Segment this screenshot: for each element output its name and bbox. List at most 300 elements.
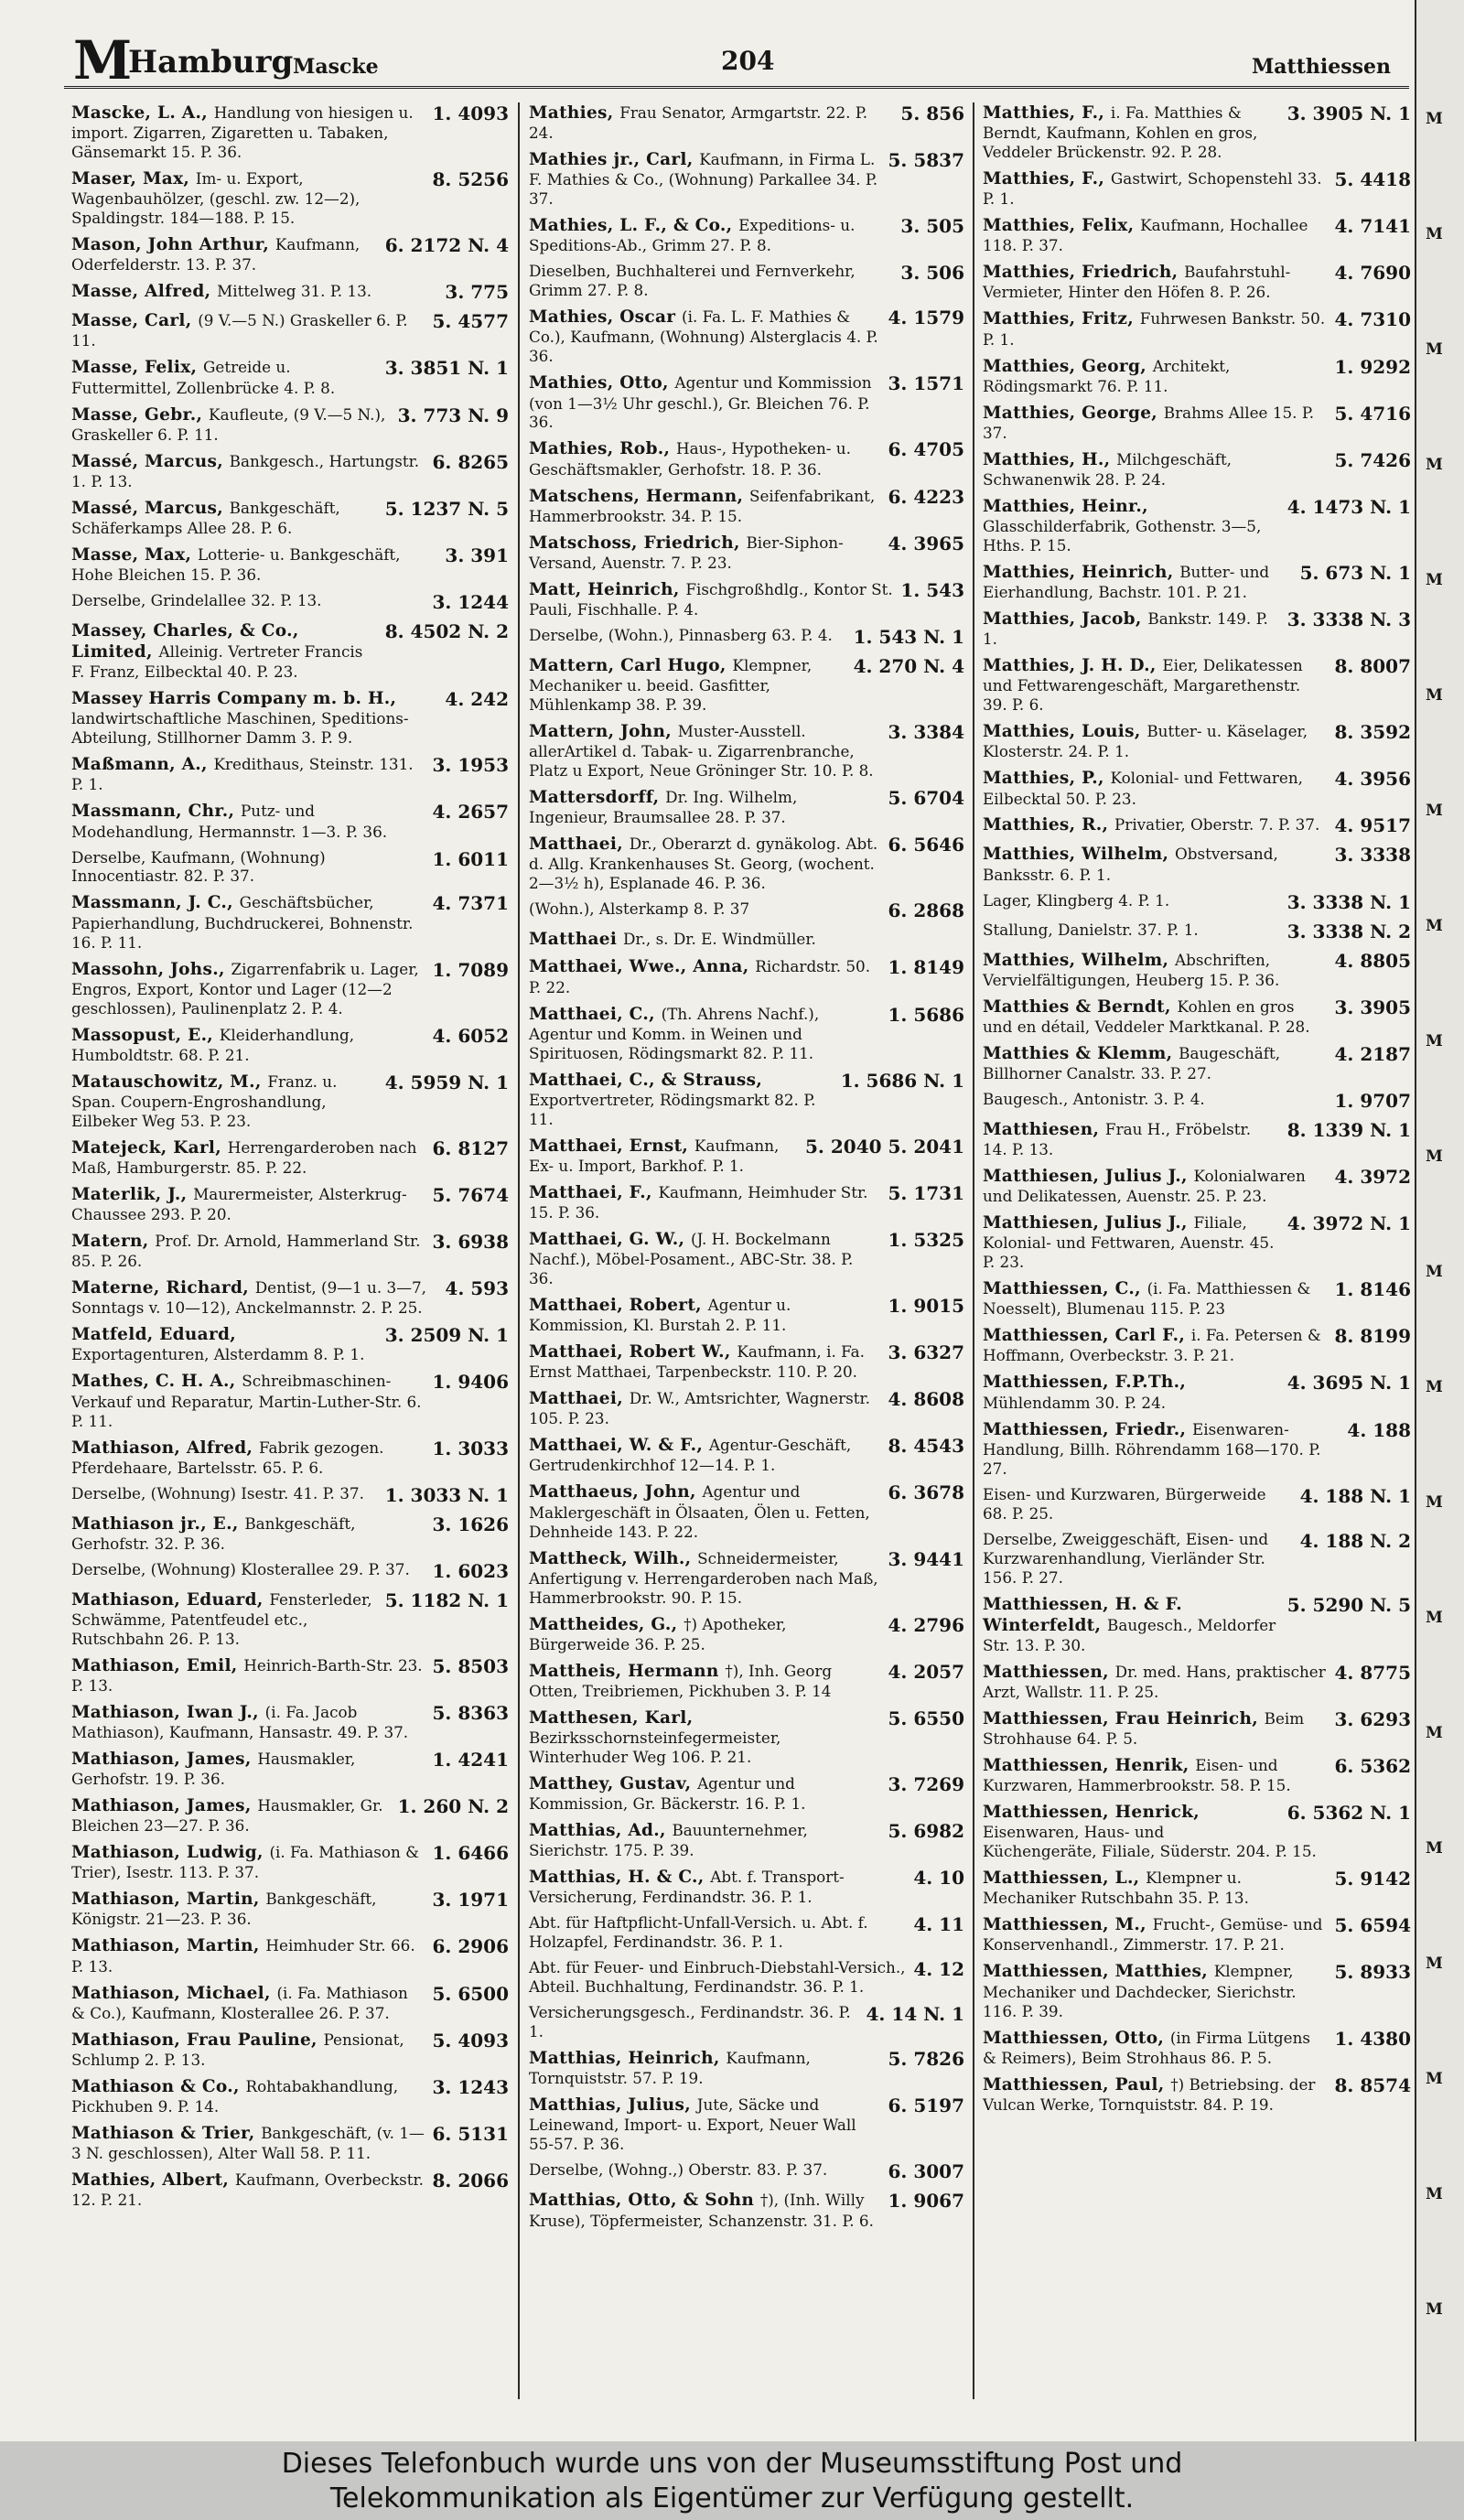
phone-number: 4. 1579 [888,307,964,329]
phone-number: 5. 9142 [1334,1868,1411,1890]
listing-entry [529,1481,964,1541]
adjacent-page-edge [1415,0,1464,2441]
listing-details: Bankgeschäft, Gerhofstr. 32. P. 36. [71,1513,356,1553]
listing-details: Seifenfabrikant, Hammerbrookstr. 34. P. 15. [529,486,876,525]
listing-name: Matthies, F., [983,103,1111,123]
listing-name: Massmann, Chr., [71,802,241,822]
listing-entry [71,310,509,350]
phone-number: 5. 4577 [432,310,509,333]
listing-entry [529,215,964,255]
phone-number: 4. 2796 [888,1613,964,1636]
column-divider [973,102,974,2399]
phone-number: 4. 3695 N. 1 [1286,1372,1411,1395]
phone-number: 4. 188 [1347,1418,1411,1441]
phone-number: 3. 773 N. 9 [397,404,509,426]
listing-entry [529,787,964,827]
listing-entry [983,608,1411,649]
adjacent-page-letter: M [1426,1032,1443,1050]
listing-details: Filiale, Kolonial- und Fettwaren, Auenstr. 45. P. 23. [983,1213,1275,1272]
listing-entry [529,1820,964,1860]
listing-entry [529,2095,964,2154]
adjacent-page-letter: M [1426,340,1443,359]
phone-number: 1. 5325 [888,1228,964,1251]
listing-name: Mathiason, Emil, [71,1655,244,1675]
phone-number: 1. 8146 [1334,1278,1411,1301]
listing-name: Matthies, Jacob, [983,609,1148,630]
phone-number: 4. 7310 [1334,308,1411,331]
listing-name: Mascke, L. A., [71,103,214,123]
listing-details: Dr. Ing. Wilhelm, Ingenieur, Braumsallee 28. P. 37. [529,788,798,827]
listing-entry [529,438,964,479]
listing-entry [983,1662,1411,1702]
listing-details: Brahms Allee 15. P. 37. [983,403,1315,442]
phone-number: 4. 593 [445,1277,509,1300]
listing-entry [71,1513,509,1554]
phone-number: 6. 2906 [432,1935,509,1958]
phone-number: 1. 6466 [432,1842,509,1865]
listing-details: Bier-Siphon-Versand, Auenstr. 7. P. 23. [529,533,844,572]
listing-name: Masse, Alfred, [71,282,218,302]
listing-entry [71,1484,509,1507]
listing-entry [529,149,964,209]
listing-details: Derselbe, (Wohng.,) Oberstr. 83. P. 37. [529,2160,828,2180]
listing-entry [529,102,964,143]
phone-number: 4. 7690 [1334,262,1411,285]
listing-name: Matthies, George, [983,403,1164,423]
listing-name: Matthaei, [529,1389,630,1409]
listing-details: Kaufmann, Ex- u. Import, Barkhof. P. 1. [529,1136,780,1175]
listing-entry [983,721,1411,761]
listing-name: Masse, Gebr., [71,404,210,425]
listing-entry [529,533,964,573]
listing-details: Eisen- und Kurzwaren, Hammerbrookstr. 58. P. 15. [983,1756,1291,1795]
listing-name: Matthies, Heinr., [983,496,1148,516]
listing-details: Abt. für Feuer- und Einbruch-Diebstahl-Versich., Abteil. Buchhaltung, Ferdinandstr. 36. P. 1. [529,1958,906,1997]
listing-entry [983,356,1411,396]
phone-number: 1. 4380 [1334,2027,1411,2050]
listing-entry [71,1889,509,1929]
listing-details: Derselbe, (Wohn.), Pinnasberg 63. P. 4. [529,625,833,644]
phone-number: 3. 3905 N. 1 [1286,102,1411,124]
phone-number: 1. 4093 [432,102,509,124]
listing-entry [71,591,509,614]
listing-details: (Th. Ahrens Nachf.), Agentur und Komm. in Weinen und Spirituosen, Rödingsmarkt 82. P. 11. [529,1004,820,1062]
listing-name: Matthiessen, Henrick, [983,1803,1200,1823]
listing-entry [983,262,1411,302]
listing-name: Matfeld, Eduard, [71,1325,236,1345]
listing-name: Maßmann, A., [71,755,214,775]
listing-name: Mathiason, Martin, [71,1890,266,1910]
adjacent-page-letter: M [1426,1724,1443,1742]
listing-entry [983,891,1411,914]
listing-name: Mathiason, Iwan J., [71,1702,265,1722]
listing-entry [983,1090,1411,1113]
listing-entry [529,956,964,996]
listing-name: Matthies, Felix, [983,216,1141,236]
listing-name: Massopust, E., [71,1025,220,1045]
listing-entry [983,1708,1411,1749]
footer-notice [0,2441,1464,2520]
listing-name: Matthaei, Ernst, [529,1136,694,1156]
phone-number: 5. 8503 [432,1654,509,1677]
listing-details: Eier, Delikatessen und Fettwarengeschäft, Margarethenstr. 39. P. 6. [983,656,1303,715]
listing-details: (i. Fa. L. F. Mathies & Co.), Kaufmann, (Wohnung) Alsterglacis 4. P. 36. [529,307,878,366]
adjacent-page-letter: M [1426,1493,1443,1512]
listing-entry [71,1702,509,1742]
column-divider [518,102,520,2399]
listing-details: Bezirksschornsteinfegermeister, Winterhuder Weg 106. P. 21. [529,1728,781,1766]
listing-entry [71,1025,509,1065]
phone-number: 1. 7089 [432,958,509,981]
listing-entry [71,168,509,228]
phone-number: 1. 260 N. 2 [397,1795,509,1818]
listing-entry [983,844,1411,884]
listing-name: Masse, Max, [71,544,198,565]
phone-number: 3. 1243 [432,2075,509,2098]
listing-details: Exportagenturen, Alsterdamm 8. P. 1. [71,1345,365,1364]
listing-details: Fensterleder, Schwämme, Patentfeudel etc., Rutschbahn 26. P. 13. [71,1589,372,1648]
phone-number: 1. 9015 [888,1295,964,1318]
listing-entry [529,1341,964,1382]
listing-details: Putz- und Modehandlung, Hermannstr. 1—3. P. 36. [71,802,388,841]
phone-number: 3. 1626 [432,1513,509,1535]
listing-details: Derselbe, (Wohnung) Isestr. 41. P. 37. [71,1483,364,1502]
phone-number: 3. 6293 [1334,1707,1411,1730]
listing-entry [983,1325,1411,1365]
listing-name: Matthias, H. & C., [529,1868,711,1888]
phone-number: 4. 3972 [1334,1166,1411,1189]
listing-name: Matthaeus, John, [529,1482,703,1502]
listing-details: Beim Strohhause 64. P. 5. [983,1708,1305,1749]
listing-name: Mattersdorff, [529,788,666,808]
listing-name: Matthey, Gustav, [529,1773,698,1793]
adjacent-page-letter: M [1426,2300,1443,2319]
listing-name: Materlik, J., [71,1184,194,1204]
listing-entry [983,562,1411,602]
listing-name: Mathiason, Alfred, [71,1438,259,1458]
listing-details: Fabrik gezogen. Pferdehaare, Bartelsstr. 65. P. 6. [71,1438,384,1477]
phone-number: 5. 4093 [432,2029,509,2052]
listing-name: Mathiason, James, [71,1796,258,1816]
listing-entry [529,486,964,526]
phone-number: 8. 4543 [888,1435,964,1458]
listing-details: Frucht-, Gemüse- und Konservenhandl., Zimmerstr. 17. P. 21. [983,1915,1323,1955]
listing-details: (Wohn.), Alsterkamp 8. P. 37 [529,899,750,919]
adjacent-page-letter: M [1426,1609,1443,1627]
listing-details: Glasschilderfabrik, Gothenstr. 3—5, Hths. P. 15. [983,516,1262,555]
listing-details: Herrengarderoben nach Maß, Hamburgerstr. 85. P. 22. [71,1137,417,1177]
phone-number: 3. 9441 [888,1547,964,1570]
listing-entry [529,655,964,715]
listing-entry [983,1419,1411,1479]
phone-number: 4. 7141 [1334,215,1411,238]
listing-details: Kaufmann, Overbeckstr. 12. P. 21. [71,2170,424,2210]
phone-number: 5. 6594 [1334,1914,1411,1937]
phone-number: 1. 8149 [888,956,964,979]
listing-details: Bauunternehmer, Sierichstr. 175. P. 39. [529,1821,808,1860]
listing-details: Baugesch., Antonistr. 3. P. 4. [983,1089,1205,1108]
phone-number: 6. 5362 N. 1 [1286,1802,1411,1825]
listing-name: Matschens, Hermann, [529,486,749,506]
listing-name: Materne, Richard, [71,1278,255,1298]
listing-entry [71,1749,509,1789]
phone-number: 6. 3678 [888,1481,964,1504]
phone-number: 1. 3033 [432,1437,509,1459]
listing-name: Matthiesen, Julius J., [983,1213,1194,1233]
listing-name: Mattheis, Hermann [529,1661,726,1681]
listing-name: Mathiason jr., E., [71,1513,245,1534]
listing-details: Heimhuder Str. 66. P. 13. [71,1936,415,1976]
listing-entry [71,1277,509,1318]
phone-number: 6. 8127 [432,1136,509,1159]
listing-name: Matthies, H., [983,449,1117,469]
listing-entry [71,1560,509,1583]
phone-number: 8. 2066 [432,2170,509,2192]
listing-name: Matthies, Friedrich, [983,263,1185,283]
phone-number: 5. 7674 [432,1183,509,1206]
phone-number: 4. 3972 N. 1 [1286,1212,1411,1235]
adjacent-page-letter: M [1426,1263,1443,1281]
adjacent-page-letter: M [1426,2185,1443,2203]
listing-entry [983,496,1411,555]
phone-number: 6. 2868 [888,899,964,922]
listing-name: Matthiessen, Otto, [983,2028,1170,2048]
listing-details: Dr., Oberarzt d. gynäkolog. Abt. d. Allg. Krankenhauses St. Georg, (wochent. 2—3½ h), Esplanade 46. P. 36. [529,835,878,893]
listing-column-3 [983,102,1411,2121]
listing-details: Agentur-Geschäft, Gertrudenkirchhof 12—14. P. 1. [529,1436,852,1475]
listing-details: Bankstr. 149. P. 1. [983,609,1268,649]
listing-name: Mathies, [529,103,620,123]
listing-name: Matthiessen, H. & F. Winterfeldt, [983,1594,1182,1635]
listing-entry [529,1388,964,1428]
listing-details: Frau H., Fröbelstr. 14. P. 13. [983,1119,1252,1159]
listing-name: Matthies & Klemm, [983,1043,1179,1063]
phone-number: 1. 4241 [432,1749,509,1772]
listing-details: †) Apotheker, Bürgerweide 36. P. 25. [529,1614,787,1653]
listing-entry [983,1755,1411,1795]
listing-entry [71,281,509,304]
listing-details: Dieselben, Buchhalterei und Fernverkehr, Grimm 27. P. 8. [529,262,856,300]
phone-number: 3. 1971 [432,1889,509,1912]
listing-entry [529,1435,964,1475]
listing-entry [529,1661,964,1701]
adjacent-page-letter: M [1426,1955,1443,1973]
listing-entry [71,1184,509,1224]
page-header [64,29,1409,92]
listing-entry [529,2160,964,2183]
listing-details: Gastwirt, Schopenstehl 33. P. 1. [983,169,1322,209]
phone-number: 3. 3338 [1334,844,1411,867]
section-letter: M [73,29,131,92]
phone-number: 1. 3033 N. 1 [384,1483,509,1506]
listing-name: Matthies, Wilhelm, [983,845,1176,865]
listing-details: Baugesch., Meldorfer Str. 13. P. 30. [983,1615,1276,1654]
listing-details: †), Inh. Georg Otten, Treibriemen, Pickhuben 3. P. 14 [529,1661,833,1700]
listing-details: Eisen- und Kurzwaren, Bürgerweide 68. P. 25. [983,1484,1266,1523]
phone-number: 1. 9707 [1334,1089,1411,1112]
listing-details: Dr., s. Dr. E. Windmüller. [622,930,816,949]
listing-name: Mathiason, Eduard, [71,1589,270,1610]
listing-entry [71,1983,509,2023]
listing-name: Mattheides, G., [529,1614,684,1634]
phone-number: 4. 2057 [888,1660,964,1683]
phone-number: 4. 3965 [888,532,964,555]
listing-entry [983,1914,1411,1955]
phone-number: 5. 7826 [888,2048,964,2071]
listing-details: (9 V.—5 N.) Graskeller 6. P. 11. [71,311,408,350]
listing-details: †) Betriebsing. der Vulcan Werke, Tornquiststr. 84. P. 19. [983,2074,1316,2114]
listing-details: Abt. f. Transport-Versicherung, Ferdinandstr. 36. P. 1. [529,1868,845,1907]
listing-entry [529,834,964,893]
listing-entry [71,1589,509,1649]
listing-entry [983,1212,1411,1272]
listing-name: Matthaei, Wwe., Anna, [529,957,756,977]
footer-line-2: Telekommunikation als Eigentümer zur Verfügung gestellt. [329,2482,1135,2515]
listing-details: Kolonial- und Fettwaren, Eilbecktal 50. P. 23. [983,769,1303,808]
phone-number: 5. 7426 [1334,448,1411,471]
listing-entry [983,921,1411,943]
listing-name: Matthiessen, C., [983,1279,1147,1299]
listing-name: Massé, Marcus, [71,451,230,471]
listing-name: Mathies, L. F., & Co., [529,216,739,236]
listing-name: Mattheck, Wilh., [529,1548,698,1568]
listing-entry [983,655,1411,715]
phone-number: 5. 5837 [888,149,964,172]
listing-details: Kaufleute, (9 V.—5 N.), Graskeller 6. P. 11. [71,404,386,444]
listing-name: Matthaei, Robert, [529,1296,708,1316]
listing-details: (i. Fa. Mathiason & Co.), Kaufmann, Klosterallee 26. P. 37. [71,1983,408,2022]
listing-entry [529,1136,964,1176]
listing-entry [529,372,964,432]
listing-name: Matthiessen, F.P.Th., [983,1373,1187,1393]
phone-number: 4. 6052 [432,1024,509,1047]
listing-entry [983,1802,1411,1861]
listing-name: Matthies, Wilhelm, [983,950,1176,970]
listing-entry [71,1842,509,1882]
listing-details: Kaufmann, i. Fa. Ernst Matthaei, Tarpenbeckstr. 110. P. 20. [529,1342,865,1382]
listing-entry [529,262,964,300]
listing-name: Matthias, Julius, [529,2095,697,2116]
listing-details: Agentur und Kommission, Gr. Bäckerstr. 16. P. 1. [529,1773,806,1814]
listing-details: Kredithaus, Steinstr. 131. P. 1. [71,755,414,794]
phone-number: 5. 1731 [888,1181,964,1204]
phone-number: 3. 1953 [432,754,509,777]
listing-entry [983,996,1411,1037]
listing-entry [983,768,1411,808]
phone-number: 3. 2509 N. 1 [384,1324,509,1347]
listing-name: Matthiessen, Matthies, [983,1962,1214,1982]
listing-name: Massohn, Johs., [71,959,231,979]
adjacent-page-letter: M [1426,225,1443,243]
listing-details: i. Fa. Matthies & Berndt, Kaufmann, Kohlen en gros, Veddeler Brückenstr. 92. P. 28. [983,103,1258,162]
phone-number: 6. 5197 [888,2095,964,2117]
listing-name: Mathiason, Ludwig, [71,1843,270,1863]
listing-details: Exportvertreter, Rödingsmarkt 82. P. 11. [529,1090,816,1128]
phone-number: 6. 5131 [432,2122,509,2145]
phone-number: 4. 12 [913,1958,964,1981]
listing-name: Matthaei, W. & F., [529,1436,709,1456]
listing-details: Dr. med. Hans, praktischer Arzt, Wallstr. 11. P. 25. [983,1662,1326,1701]
phone-number: 4. 11 [913,1913,964,1936]
listing-details: Klempner, Mechaniker u. beeid. Gasfitter, Mühlenkamp 38. P. 39. [529,655,813,715]
listing-name: Massey Harris Company m. b. H., [71,689,397,709]
phone-number: 5. 8933 [1334,1961,1411,1984]
phone-number: 6. 2172 N. 4 [384,234,509,257]
listing-name: Matthaei, F., [529,1182,659,1202]
listing-name: Matthaei, C., [529,1004,662,1024]
listing-details: Hausmakler, Gr. Bleichen 23—27. P. 36. [71,1796,383,1836]
listing-entry [983,950,1411,990]
listing-entry [529,1070,964,1129]
listing-name: Massmann, J. C., [71,893,240,913]
listing-entry [71,892,509,952]
listing-name: Massey, Charles, & Co., Limited, [71,620,299,662]
listing-entry [71,404,509,445]
phone-number: 8. 4502 N. 2 [384,619,509,642]
phone-number: 8. 8574 [1334,2073,1411,2096]
phone-number: 3. 6327 [888,1341,964,1364]
listing-entry [983,1119,1411,1159]
listing-entry [71,357,509,397]
phone-number: 5. 6704 [888,787,964,810]
listing-entry [529,1295,964,1335]
phone-number: 3. 1244 [432,590,509,613]
listing-details: Jute, Säcke und Leinewand, Import- u. Export, Neuer Wall 55-57. P. 36. [529,2095,856,2154]
phone-number: 6. 8265 [432,450,509,473]
listing-entry [983,449,1411,490]
listing-name: Matthies, P., [983,769,1111,789]
phone-number: 3. 3338 N. 1 [1286,890,1411,913]
phone-number: 5. 1182 N. 1 [384,1588,509,1611]
listing-name: Matthaei, C., & Strauss, [529,1070,763,1090]
listing-name: Mathiason, Frau Pauline, [71,2030,324,2050]
first-entry-heading: Mascke [293,55,379,79]
listing-details: Fischgroßhdlg., Kontor St. Pauli, Fischhalle. P. 4. [529,579,893,619]
listing-column-1 [71,102,509,2216]
phone-number: 5. 5290 N. 5 [1286,1593,1411,1616]
listing-entry [983,814,1411,837]
listing-details: Kaufmann, in Firma L. F. Mathies & Co., (Wohnung) Parkallee 34. P. 37. [529,150,878,209]
phone-number: 3. 3905 [1334,996,1411,1018]
listing-name: Matthias, Ad., [529,1821,673,1841]
listing-details: Mühlendamm 30. P. 24. [983,1393,1167,1412]
phone-number: 6. 4705 [888,438,964,461]
listing-name: Matthiessen, L., [983,1868,1146,1889]
adjacent-page-letter: M [1426,1839,1443,1858]
adjacent-page-letter: M [1426,686,1443,705]
listing-entry [71,234,509,275]
adjacent-page-letter: M [1426,1147,1443,1166]
listing-name: Matthaei, G. W., [529,1229,692,1249]
adjacent-page-letter: M [1426,1378,1443,1396]
listing-details: Fuhrwesen Bankstr. 50. P. 1. [983,309,1326,349]
phone-number: 6. 4223 [888,485,964,508]
phone-number: 4. 8608 [888,1388,964,1411]
phone-number: 3. 1571 [888,372,964,395]
listing-details: Kaufmann, Hochallee 118. P. 37. [983,216,1308,255]
listing-entry [71,1795,509,1836]
listing-details: Alleinig. Vertreter Francis F. Franz, Eilbecktal 40. P. 23. [71,642,363,682]
listing-name: Masse, Carl, [71,311,199,331]
listing-entry [529,929,964,950]
listing-details: Obstversand, Banksstr. 6. P. 1. [983,845,1278,884]
phone-number: 3. 391 [445,544,509,566]
phone-number: 4. 8775 [1334,1661,1411,1684]
listing-entry [529,1958,964,1997]
phone-number: 5. 4418 [1334,168,1411,191]
phone-number: 8. 8199 [1334,1325,1411,1348]
listing-details: Mittelweg 31. P. 13. [217,282,372,301]
